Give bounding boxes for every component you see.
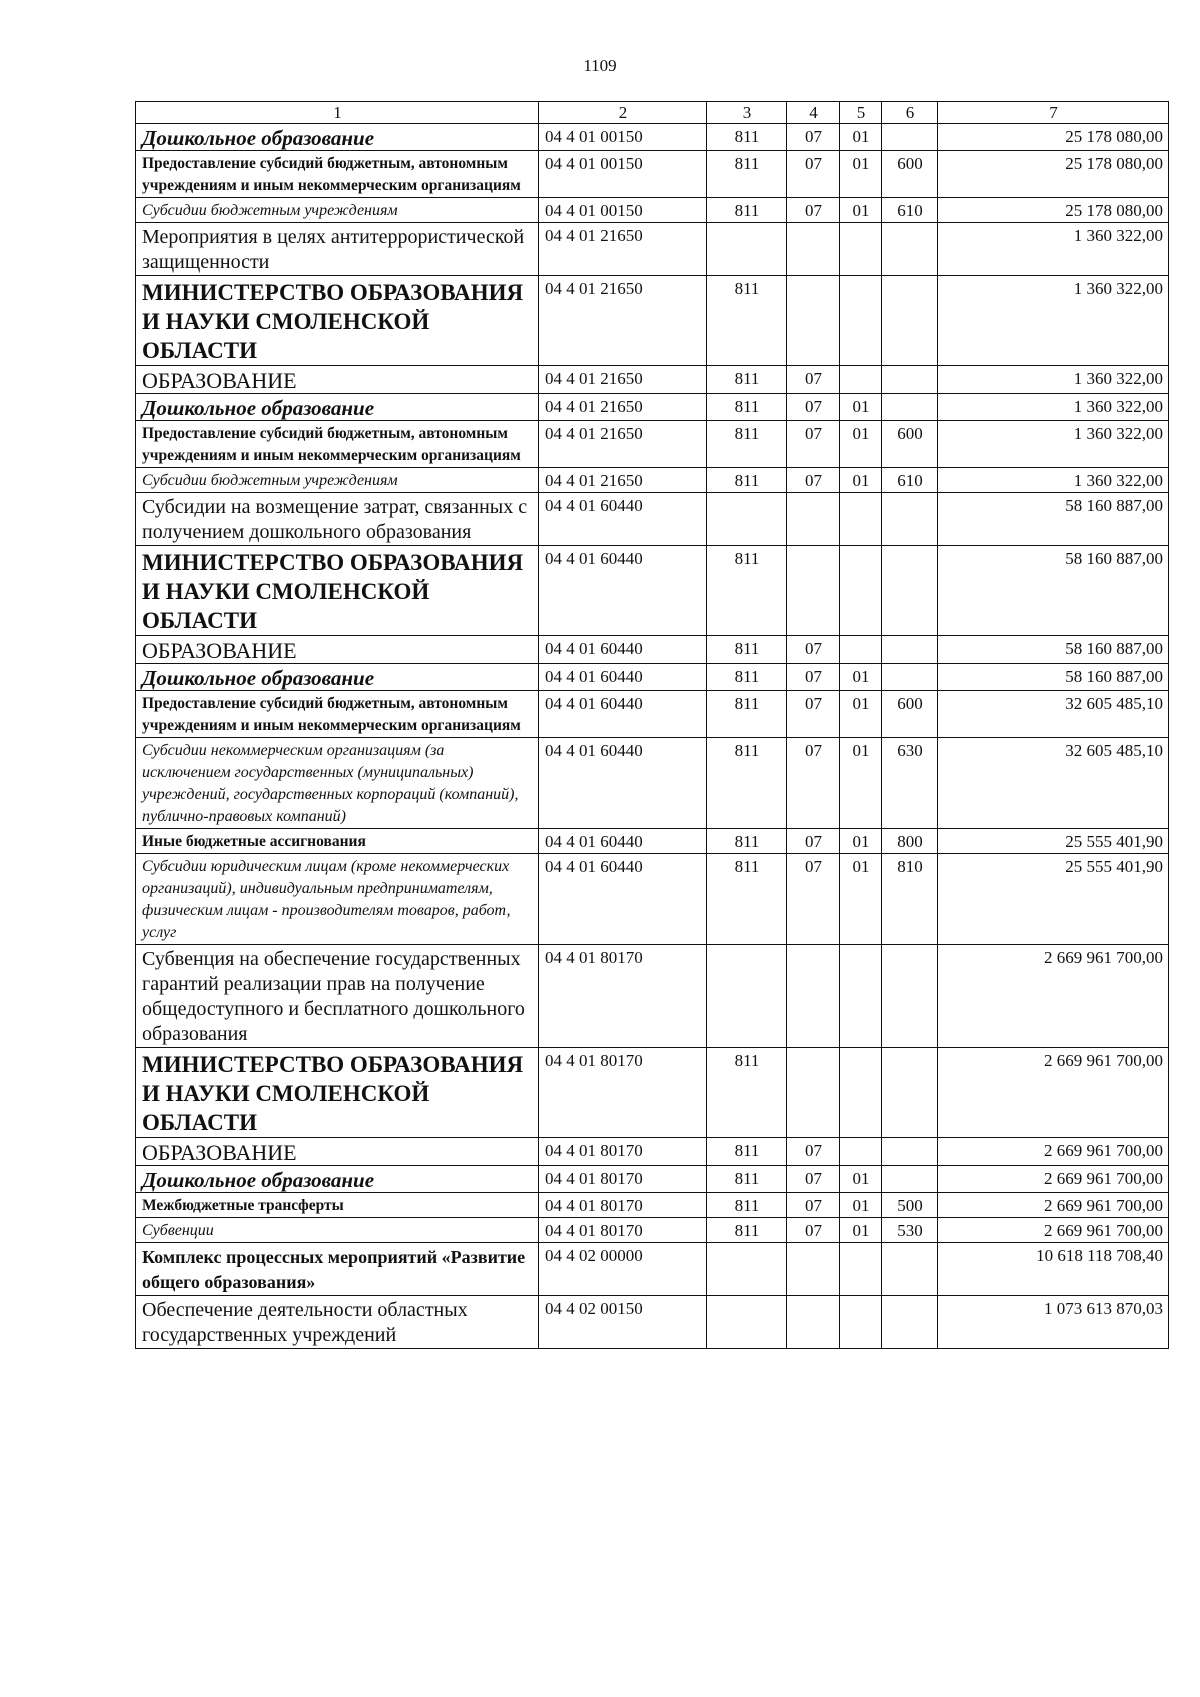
section-code-cell: 07 <box>787 636 840 664</box>
amount-cell: 1 360 322,00 <box>938 223 1169 276</box>
row-name-cell: Предоставление субсидий бюджетным, автономным учреждениям и иным некоммерческим организациям <box>136 151 539 198</box>
row-name-cell: ОБРАЗОВАНИЕ <box>136 1138 539 1166</box>
section-code-cell: 07 <box>787 468 840 493</box>
row-name-cell: Обеспечение деятельности областных государственных учреждений <box>136 1296 539 1349</box>
amount-cell: 1 360 322,00 <box>938 276 1169 366</box>
target-code-cell: 04 4 01 80170 <box>539 1048 707 1138</box>
department-code-cell: 811 <box>707 1218 787 1243</box>
expense-type-cell: 530 <box>882 1218 938 1243</box>
expense-type-cell: 600 <box>882 691 938 738</box>
target-code-cell: 04 4 01 80170 <box>539 945 707 1048</box>
amount-cell: 32 605 485,10 <box>938 738 1169 829</box>
subsection-code-cell <box>840 366 882 394</box>
row-name-cell: Субсидии бюджетным учреждениям <box>136 198 539 223</box>
department-code-cell: 811 <box>707 421 787 468</box>
section-code-cell: 07 <box>787 691 840 738</box>
column-number: 6 <box>882 102 938 124</box>
section-code-cell: 07 <box>787 1218 840 1243</box>
table-row <box>136 691 1169 738</box>
table-row <box>136 493 1169 546</box>
section-code-cell: 07 <box>787 829 840 854</box>
target-code-cell: 04 4 01 60440 <box>539 493 707 546</box>
amount-cell: 1 360 322,00 <box>938 366 1169 394</box>
expense-type-cell <box>882 1138 938 1166</box>
target-code-cell: 04 4 01 60440 <box>539 664 707 691</box>
expense-type-cell: 800 <box>882 829 938 854</box>
target-code-cell: 04 4 01 60440 <box>539 738 707 829</box>
row-name-cell: МИНИСТЕРСТВО ОБРАЗОВАНИЯ И НАУКИ СМОЛЕНСКОЙ ОБЛАСТИ <box>136 546 539 636</box>
expense-type-cell: 500 <box>882 1193 938 1218</box>
row-name-cell: Субсидии на возмещение затрат, связанных с получением дошкольного образования <box>136 493 539 546</box>
department-code-cell: 811 <box>707 1138 787 1166</box>
section-code-cell <box>787 546 840 636</box>
department-code-cell: 811 <box>707 546 787 636</box>
target-code-cell: 04 4 01 60440 <box>539 691 707 738</box>
amount-cell: 1 360 322,00 <box>938 468 1169 493</box>
amount-cell: 25 555 401,90 <box>938 854 1169 945</box>
section-code-cell: 07 <box>787 1193 840 1218</box>
expense-type-cell: 610 <box>882 198 938 223</box>
expense-type-cell: 610 <box>882 468 938 493</box>
amount-cell: 1 360 322,00 <box>938 394 1169 421</box>
row-name-cell: Предоставление субсидий бюджетным, автономным учреждениям и иным некоммерческим организациям <box>136 691 539 738</box>
column-number: 5 <box>840 102 882 124</box>
row-name-cell: Дошкольное образование <box>136 394 539 421</box>
target-code-cell: 04 4 01 21650 <box>539 394 707 421</box>
row-name-cell: Дошкольное образование <box>136 1166 539 1193</box>
expense-type-cell <box>882 276 938 366</box>
subsection-code-cell <box>840 276 882 366</box>
target-code-cell: 04 4 02 00150 <box>539 1296 707 1349</box>
table-row <box>136 1296 1169 1349</box>
target-code-cell: 04 4 01 60440 <box>539 636 707 664</box>
column-number: 1 <box>136 102 539 124</box>
column-number-row <box>136 102 1169 124</box>
subsection-code-cell: 01 <box>840 1166 882 1193</box>
section-code-cell <box>787 1048 840 1138</box>
amount-cell: 25 178 080,00 <box>938 124 1169 151</box>
row-name-cell: Дошкольное образование <box>136 664 539 691</box>
subsection-code-cell <box>840 546 882 636</box>
subsection-code-cell: 01 <box>840 691 882 738</box>
section-code-cell <box>787 276 840 366</box>
target-code-cell: 04 4 01 21650 <box>539 223 707 276</box>
target-code-cell: 04 4 01 21650 <box>539 366 707 394</box>
amount-cell: 1 360 322,00 <box>938 421 1169 468</box>
table-row <box>136 468 1169 493</box>
amount-cell: 2 669 961 700,00 <box>938 1048 1169 1138</box>
department-code-cell: 811 <box>707 1166 787 1193</box>
table-row <box>136 1193 1169 1218</box>
amount-cell: 58 160 887,00 <box>938 636 1169 664</box>
subsection-code-cell: 01 <box>840 1193 882 1218</box>
section-code-cell: 07 <box>787 421 840 468</box>
amount-cell: 58 160 887,00 <box>938 546 1169 636</box>
target-code-cell: 04 4 01 80170 <box>539 1166 707 1193</box>
subsection-code-cell <box>840 1048 882 1138</box>
subsection-code-cell: 01 <box>840 198 882 223</box>
amount-cell: 25 555 401,90 <box>938 829 1169 854</box>
department-code-cell: 811 <box>707 1193 787 1218</box>
table-row <box>136 829 1169 854</box>
expense-type-cell: 630 <box>882 738 938 829</box>
table-row <box>136 636 1169 664</box>
department-code-cell: 811 <box>707 124 787 151</box>
target-code-cell: 04 4 01 21650 <box>539 421 707 468</box>
amount-cell: 10 618 118 708,40 <box>938 1243 1169 1296</box>
column-number: 2 <box>539 102 707 124</box>
subsection-code-cell <box>840 1138 882 1166</box>
subsection-code-cell: 01 <box>840 468 882 493</box>
target-code-cell: 04 4 01 80170 <box>539 1193 707 1218</box>
subsection-code-cell <box>840 945 882 1048</box>
column-number: 7 <box>938 102 1169 124</box>
department-code-cell: 811 <box>707 691 787 738</box>
expense-type-cell <box>882 1296 938 1349</box>
expense-type-cell: 600 <box>882 151 938 198</box>
amount-cell: 25 178 080,00 <box>938 151 1169 198</box>
subsection-code-cell <box>840 1296 882 1349</box>
section-code-cell: 07 <box>787 394 840 421</box>
row-name-cell: Мероприятия в целях антитеррористической защищенности <box>136 223 539 276</box>
amount-cell: 2 669 961 700,00 <box>938 1138 1169 1166</box>
department-code-cell: 811 <box>707 738 787 829</box>
section-code-cell <box>787 223 840 276</box>
expense-type-cell <box>882 366 938 394</box>
expense-type-cell <box>882 124 938 151</box>
section-code-cell: 07 <box>787 198 840 223</box>
section-code-cell: 07 <box>787 1138 840 1166</box>
amount-cell: 2 669 961 700,00 <box>938 1218 1169 1243</box>
expense-type-cell <box>882 1048 938 1138</box>
department-code-cell: 811 <box>707 854 787 945</box>
subsection-code-cell <box>840 493 882 546</box>
table-row <box>136 945 1169 1048</box>
target-code-cell: 04 4 01 00150 <box>539 198 707 223</box>
department-code-cell <box>707 945 787 1048</box>
subsection-code-cell <box>840 223 882 276</box>
department-code-cell <box>707 1296 787 1349</box>
expense-type-cell <box>882 223 938 276</box>
row-name-cell: Комплекс процессных мероприятий «Развитие общего образования» <box>136 1243 539 1296</box>
department-code-cell <box>707 493 787 546</box>
amount-cell: 2 669 961 700,00 <box>938 945 1169 1048</box>
table-row <box>136 1218 1169 1243</box>
page-number: 1109 <box>583 56 617 75</box>
amount-cell: 2 669 961 700,00 <box>938 1193 1169 1218</box>
row-name-cell: МИНИСТЕРСТВО ОБРАЗОВАНИЯ И НАУКИ СМОЛЕНСКОЙ ОБЛАСТИ <box>136 276 539 366</box>
row-name-cell: Субсидии юридическим лицам (кроме некоммерческих организаций), индивидуальным предпринимателям, физическим лицам - производителям товаров, работ, услуг <box>136 854 539 945</box>
expense-type-cell: 810 <box>882 854 938 945</box>
table-row <box>136 1166 1169 1193</box>
budget-table <box>135 101 1169 1349</box>
subsection-code-cell <box>840 636 882 664</box>
table-row <box>136 394 1169 421</box>
column-number: 3 <box>707 102 787 124</box>
amount-cell: 58 160 887,00 <box>938 664 1169 691</box>
expense-type-cell <box>882 636 938 664</box>
target-code-cell: 04 4 01 80170 <box>539 1218 707 1243</box>
table-row <box>136 223 1169 276</box>
amount-cell: 58 160 887,00 <box>938 493 1169 546</box>
row-name-cell: Субвенции <box>136 1218 539 1243</box>
row-name-cell: Предоставление субсидий бюджетным, автономным учреждениям и иным некоммерческим организациям <box>136 421 539 468</box>
expense-type-cell <box>882 493 938 546</box>
section-code-cell: 07 <box>787 1166 840 1193</box>
expense-type-cell <box>882 394 938 421</box>
section-code-cell <box>787 1296 840 1349</box>
row-name-cell: Субсидии некоммерческим организациям (за исключением государственных (муниципальных) учреждений, государственных корпораций (компаний), публично-правовых компаний) <box>136 738 539 829</box>
amount-cell: 1 073 613 870,03 <box>938 1296 1169 1349</box>
expense-type-cell <box>882 546 938 636</box>
section-code-cell: 07 <box>787 664 840 691</box>
department-code-cell: 811 <box>707 366 787 394</box>
target-code-cell: 04 4 01 00150 <box>539 151 707 198</box>
subsection-code-cell: 01 <box>840 829 882 854</box>
subsection-code-cell: 01 <box>840 854 882 945</box>
row-name-cell: Межбюджетные трансферты <box>136 1193 539 1218</box>
expense-type-cell <box>882 1243 938 1296</box>
department-code-cell: 811 <box>707 636 787 664</box>
amount-cell: 25 178 080,00 <box>938 198 1169 223</box>
target-code-cell: 04 4 02 00000 <box>539 1243 707 1296</box>
table-row <box>136 366 1169 394</box>
target-code-cell: 04 4 01 00150 <box>539 124 707 151</box>
row-name-cell: ОБРАЗОВАНИЕ <box>136 366 539 394</box>
section-code-cell: 07 <box>787 366 840 394</box>
section-code-cell: 07 <box>787 151 840 198</box>
table-row <box>136 546 1169 636</box>
subsection-code-cell: 01 <box>840 151 882 198</box>
subsection-code-cell: 01 <box>840 738 882 829</box>
department-code-cell: 811 <box>707 829 787 854</box>
target-code-cell: 04 4 01 80170 <box>539 1138 707 1166</box>
table-row <box>136 1243 1169 1296</box>
expense-type-cell <box>882 664 938 691</box>
target-code-cell: 04 4 01 60440 <box>539 854 707 945</box>
column-number: 4 <box>787 102 840 124</box>
section-code-cell <box>787 1243 840 1296</box>
section-code-cell: 07 <box>787 738 840 829</box>
department-code-cell <box>707 223 787 276</box>
department-code-cell: 811 <box>707 394 787 421</box>
department-code-cell: 811 <box>707 468 787 493</box>
subsection-code-cell: 01 <box>840 124 882 151</box>
table-row <box>136 124 1169 151</box>
row-name-cell: ОБРАЗОВАНИЕ <box>136 636 539 664</box>
row-name-cell: Субвенция на обеспечение государственных гарантий реализации прав на получение общедоступного и бесплатного дошкольного образования <box>136 945 539 1048</box>
section-code-cell: 07 <box>787 854 840 945</box>
table-row <box>136 421 1169 468</box>
department-code-cell: 811 <box>707 1048 787 1138</box>
subsection-code-cell <box>840 1243 882 1296</box>
target-code-cell: 04 4 01 21650 <box>539 276 707 366</box>
table-row <box>136 276 1169 366</box>
row-name-cell: Иные бюджетные ассигнования <box>136 829 539 854</box>
row-name-cell: Дошкольное образование <box>136 124 539 151</box>
subsection-code-cell: 01 <box>840 394 882 421</box>
target-code-cell: 04 4 01 60440 <box>539 829 707 854</box>
table-row <box>136 664 1169 691</box>
department-code-cell: 811 <box>707 198 787 223</box>
section-code-cell <box>787 493 840 546</box>
department-code-cell <box>707 1243 787 1296</box>
target-code-cell: 04 4 01 21650 <box>539 468 707 493</box>
table-row <box>136 738 1169 829</box>
target-code-cell: 04 4 01 60440 <box>539 546 707 636</box>
amount-cell: 2 669 961 700,00 <box>938 1166 1169 1193</box>
expense-type-cell <box>882 1166 938 1193</box>
subsection-code-cell: 01 <box>840 1218 882 1243</box>
amount-cell: 32 605 485,10 <box>938 691 1169 738</box>
table-row <box>136 1138 1169 1166</box>
subsection-code-cell: 01 <box>840 421 882 468</box>
expense-type-cell <box>882 945 938 1048</box>
department-code-cell: 811 <box>707 151 787 198</box>
section-code-cell: 07 <box>787 124 840 151</box>
department-code-cell: 811 <box>707 664 787 691</box>
expense-type-cell: 600 <box>882 421 938 468</box>
table-row <box>136 854 1169 945</box>
department-code-cell: 811 <box>707 276 787 366</box>
section-code-cell <box>787 945 840 1048</box>
row-name-cell: МИНИСТЕРСТВО ОБРАЗОВАНИЯ И НАУКИ СМОЛЕНСКОЙ ОБЛАСТИ <box>136 1048 539 1138</box>
row-name-cell: Субсидии бюджетным учреждениям <box>136 468 539 493</box>
subsection-code-cell: 01 <box>840 664 882 691</box>
table-row <box>136 1048 1169 1138</box>
table-row <box>136 198 1169 223</box>
table-row <box>136 151 1169 198</box>
